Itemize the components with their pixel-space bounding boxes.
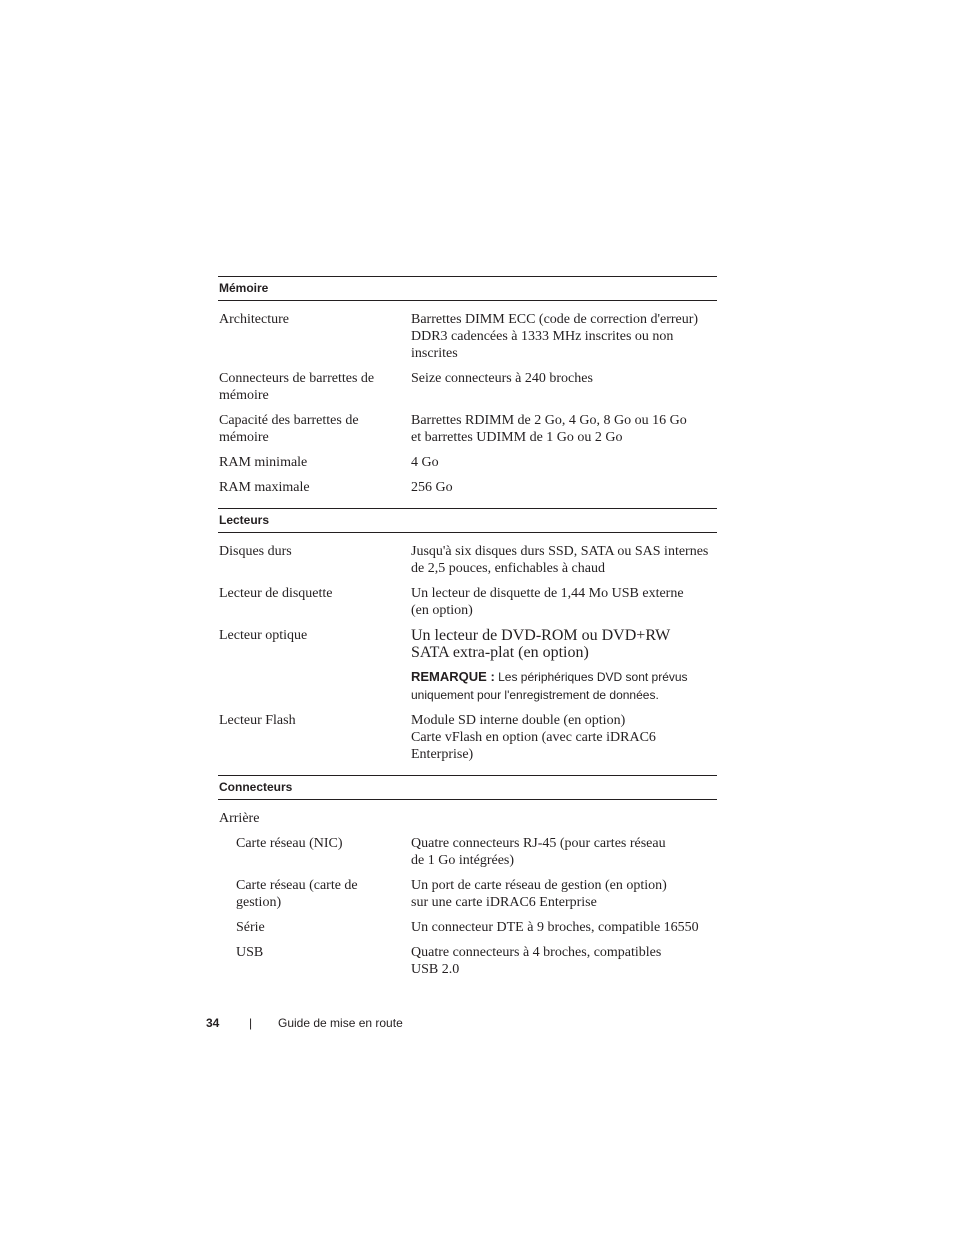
spec-value <box>411 712 717 763</box>
spec-value-line: Module SD interne double (en option) <box>411 713 626 728</box>
spec-value-line: Jusqu'à six disques durs SSD, SATA ou SAS internes <box>411 544 709 559</box>
footer-separator: | <box>249 1016 253 1030</box>
spec-key-line: gestion) <box>236 895 282 910</box>
spec-value-line: Enterprise) <box>411 747 474 762</box>
spec-row-architecture <box>218 301 717 362</box>
note-label: REMARQUE : <box>411 669 495 684</box>
spec-key-line: mémoire <box>219 388 269 403</box>
section-header-connecteurs: Connecteurs <box>218 775 717 800</box>
spec-key: USB <box>236 945 264 960</box>
spec-row-serie <box>218 911 717 936</box>
spec-value <box>411 585 717 619</box>
note-remarque <box>411 668 717 704</box>
spec-key: RAM minimale <box>219 455 308 470</box>
spec-value-line: Seize connecteurs à 240 broches <box>411 371 593 386</box>
spec-value <box>411 627 717 704</box>
spec-value-line: de 1 Go intégrées) <box>411 853 515 868</box>
spec-key-line: Capacité des barrettes de <box>219 413 359 428</box>
spec-row-carte-reseau-gestion <box>218 869 717 911</box>
spec-value-line: inscrites <box>411 346 458 361</box>
spec-row-carte-reseau-nic <box>218 827 717 869</box>
spec-value-line: Barrettes RDIMM de 2 Go, 4 Go, 8 Go ou 16 Go <box>411 413 687 428</box>
spec-key-line: Carte réseau (carte de <box>236 878 358 893</box>
spec-row-capacite <box>218 404 717 446</box>
spec-value: Un connecteur DTE à 9 broches, compatible 16550 <box>411 920 699 935</box>
spec-value <box>411 835 717 869</box>
spec-key <box>218 412 411 446</box>
spec-value-line: Un port de carte réseau de gestion (en option) <box>411 878 667 893</box>
footer-title: Guide de mise en route <box>278 1016 403 1030</box>
spec-value <box>411 944 717 978</box>
section-header-memoire: Mémoire <box>218 276 717 301</box>
spec-key: Arrière <box>219 811 260 826</box>
spec-row-ram-minimale <box>218 446 717 471</box>
spec-value <box>411 311 717 362</box>
spec-key <box>218 877 411 911</box>
note-text: Les périphériques DVD sont prévus <box>498 670 688 684</box>
spec-row-lecteur-flash <box>218 704 717 763</box>
spec-key: Disques durs <box>219 544 292 559</box>
spec-row-lecteur-optique <box>218 619 717 704</box>
spec-value: 4 Go <box>411 455 439 470</box>
spec-key: Architecture <box>219 312 289 327</box>
spec-value-line: Un lecteur de disquette de 1,44 Mo USB externe <box>411 586 684 601</box>
spec-key-line: Connecteurs de barrettes de <box>219 371 375 386</box>
spec-value-line: et barrettes UDIMM de 1 Go ou 2 Go <box>411 430 623 445</box>
spec-key-line: mémoire <box>219 430 269 445</box>
spec-value-line: Carte vFlash en option (avec carte iDRAC6 <box>411 730 656 745</box>
spec-key <box>218 370 411 404</box>
spec-value-line: Quatre connecteurs à 4 broches, compatibles <box>411 945 662 960</box>
spec-row-usb <box>218 936 717 978</box>
section-header-lecteurs: Lecteurs <box>218 508 717 533</box>
spec-value: 256 Go <box>411 480 453 495</box>
spec-value <box>411 543 717 577</box>
spec-value-line: de 2,5 pouces, enfichables à chaud <box>411 561 605 576</box>
spec-key: RAM maximale <box>219 480 310 495</box>
spec-row-lecteur-disquette <box>218 577 717 619</box>
spec-key: Lecteur de disquette <box>219 586 333 601</box>
spec-value-line: USB 2.0 <box>411 962 460 977</box>
spec-key: Lecteur Flash <box>219 713 296 728</box>
spec-row-connecteurs-barrettes <box>218 362 717 404</box>
spec-value-line: DDR3 cadencées à 1333 MHz inscrites ou non <box>411 329 674 344</box>
spec-row-arriere <box>218 800 717 827</box>
spec-key: Lecteur optique <box>219 628 308 643</box>
spec-value-line: sur une carte iDRAC6 Enterprise <box>411 895 597 910</box>
page-number: 34 <box>206 1016 220 1030</box>
spec-value <box>411 412 717 446</box>
spec-row-ram-maximale <box>218 471 717 496</box>
note-text: uniquement pour l'enregistrement de données. <box>411 688 659 702</box>
spec-row-disques-durs <box>218 533 717 577</box>
spec-value-line: (en option) <box>411 603 473 618</box>
spec-value-line: Un lecteur de DVD-ROM ou DVD+RW <box>411 627 671 644</box>
spec-value <box>411 370 717 404</box>
spec-table <box>218 276 717 978</box>
spec-value-line: Barrettes DIMM ECC (code de correction d'erreur) <box>411 312 699 327</box>
spec-value-line: SATA extra-plat (en option) <box>411 644 589 661</box>
spec-key: Carte réseau (NIC) <box>236 836 343 851</box>
spec-value <box>411 877 717 911</box>
spec-key: Série <box>236 920 265 935</box>
spec-value-line: Quatre connecteurs RJ-45 (pour cartes réseau <box>411 836 666 851</box>
